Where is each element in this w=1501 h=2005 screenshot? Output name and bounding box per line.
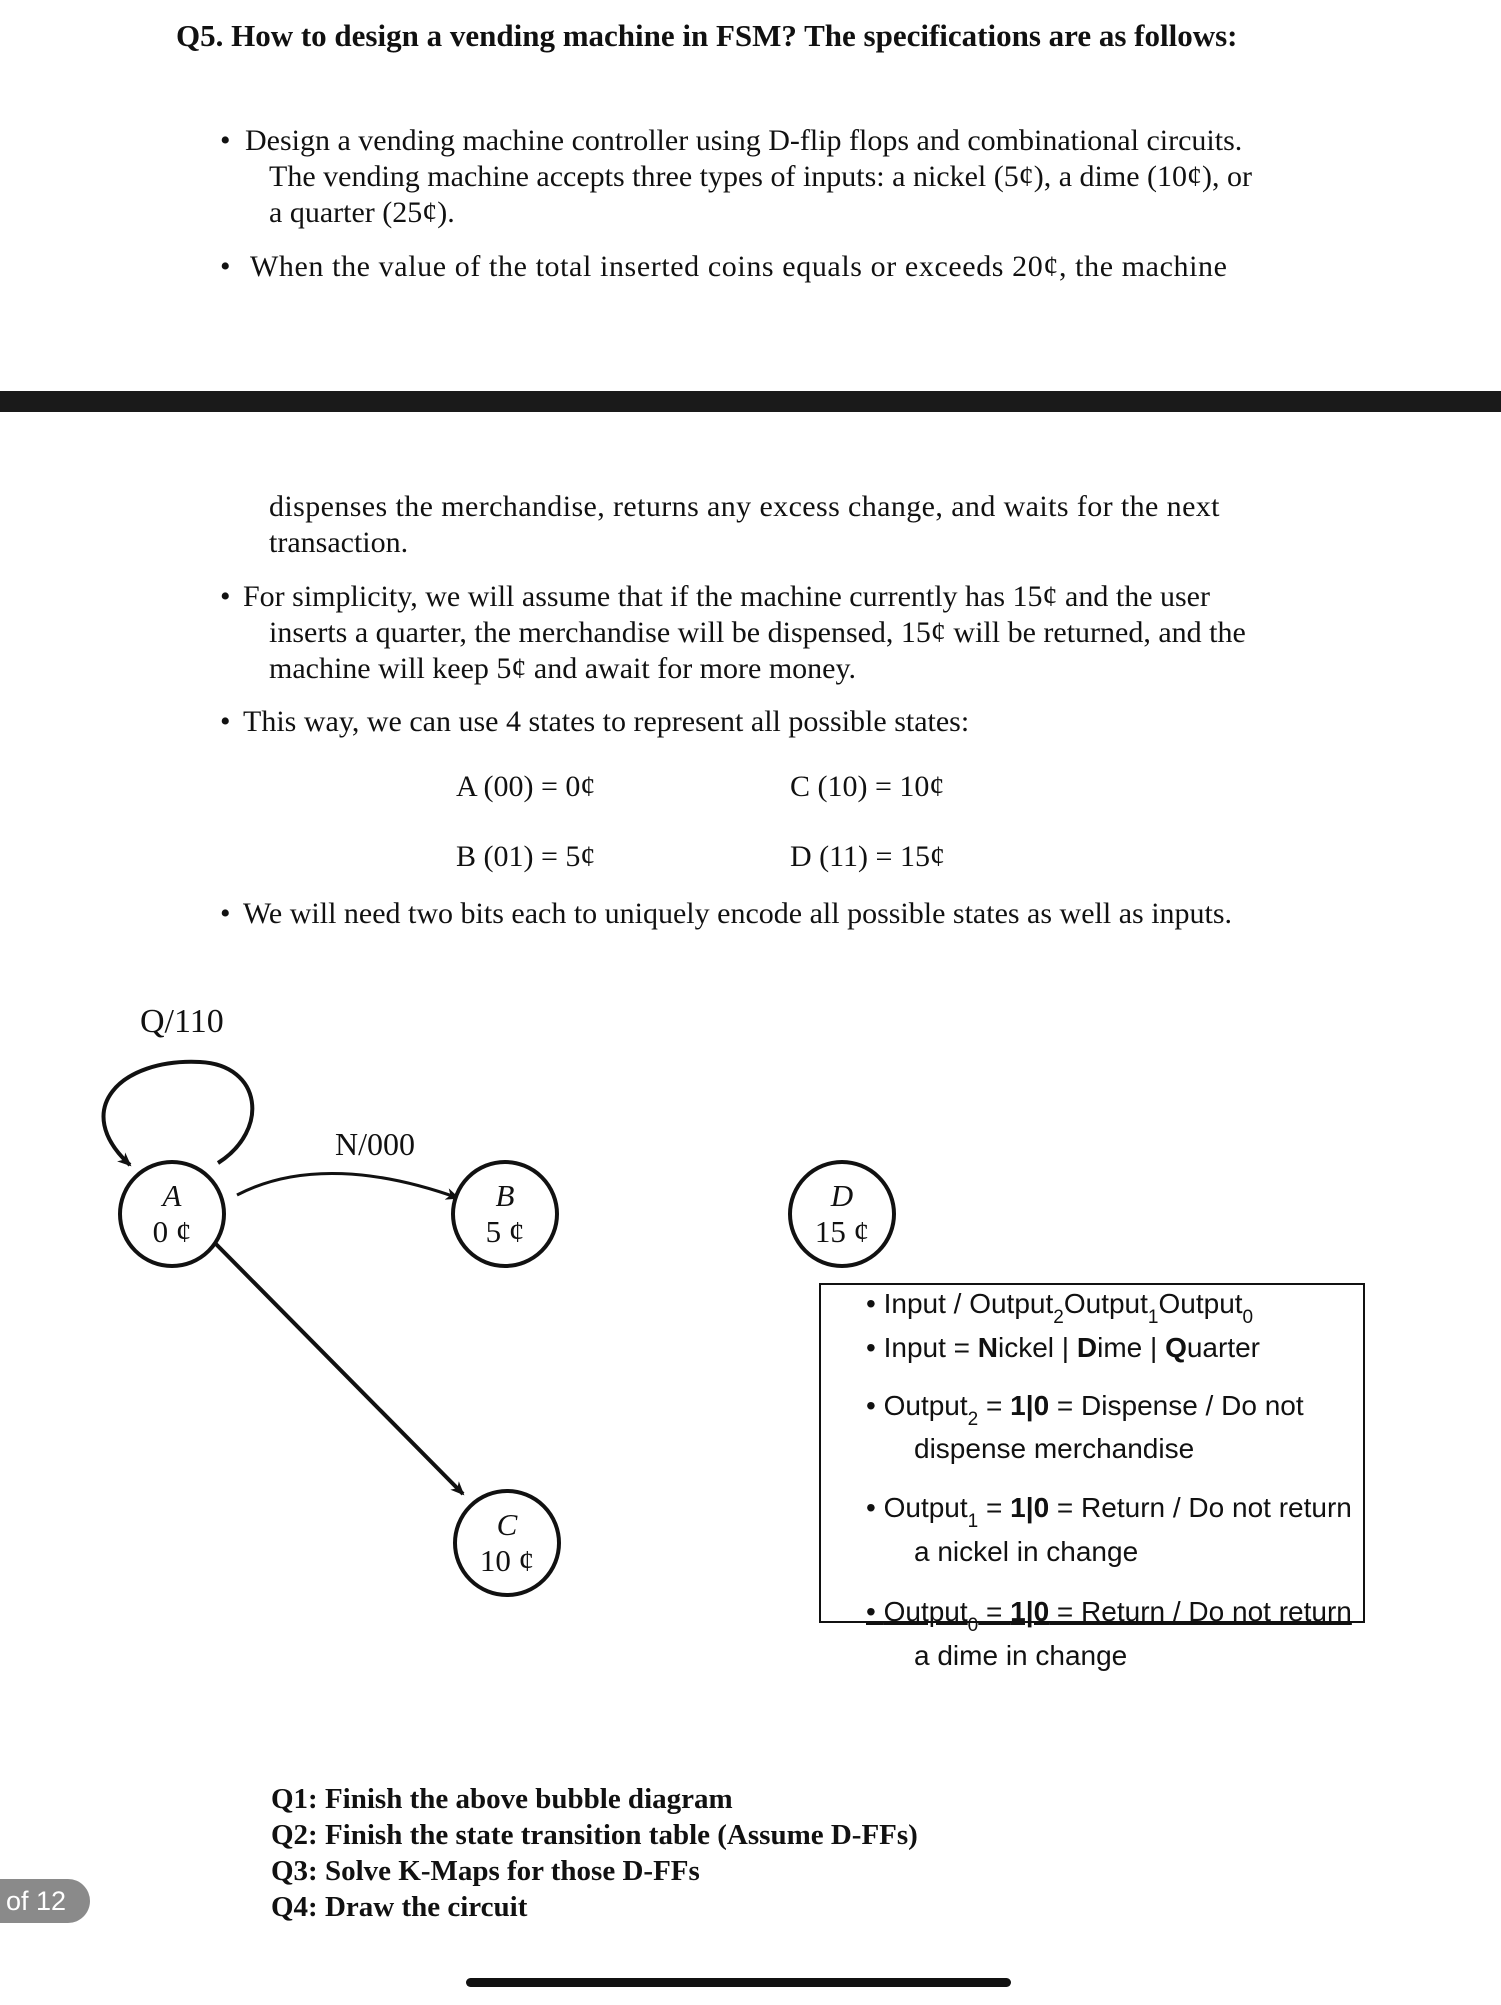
legend-output-2-line-2: dispense merchandise <box>914 1433 1195 1464</box>
self-loop-label: Q/110 <box>140 1003 224 1040</box>
bullet-dot: • <box>220 124 231 157</box>
self-loop-edge-a <box>104 1062 253 1165</box>
legend-output-2: • Output$_2$ = 1|0 = Dispense / Do not <box>866 1390 1304 1430</box>
question-title: Q5. How to design a vending machine in FSM? The specifications are as follows: <box>176 18 1238 53</box>
state-c-encoding: C (10) = 10¢ <box>790 770 945 803</box>
edge-a-to-b <box>237 1173 458 1198</box>
bullet-3-line-1: For simplicity, we will assume that if the machine currently has 15¢ and the user <box>243 580 1210 613</box>
state-a-encoding: A (00) = 0¢ <box>456 770 596 803</box>
bullet-5-line-1: We will need two bits each to uniquely encode all possible states as well as inputs. <box>243 897 1233 930</box>
state-b-encoding: B (01) = 5¢ <box>456 840 596 873</box>
legend-output-0: • Output$_0$ = 1|0 = Return / Do not return <box>866 1596 1352 1636</box>
page-indicator: of 12 <box>0 1879 90 1923</box>
bullet-4-line-1: This way, we can use 4 states to represent all possible states: <box>243 705 970 738</box>
bullet-dot: • <box>220 250 231 283</box>
legend-output-0-line-2: a dime in change <box>914 1640 1128 1671</box>
legend-output-1: • Output$_1$ = 1|0 = Return / Do not return <box>866 1492 1352 1532</box>
node-b-name: B <box>495 1178 515 1213</box>
bullet-2-line-1: When the value of the total inserted coins equals or exceeds 20¢, the machine <box>250 250 1228 283</box>
node-b-value: 5 ¢ <box>485 1214 525 1249</box>
question-2: Q2: Finish the state transition table (Assume D-FFs) <box>271 1819 918 1851</box>
legend-output-1-line-2: a nickel in change <box>914 1536 1139 1567</box>
edge-a-to-c <box>210 1238 463 1494</box>
legend-line-input: • Input = Nickel | Dime | Quarter <box>866 1332 1260 1363</box>
node-d-value: 15 ¢ <box>814 1214 870 1249</box>
bullet-2-line-3: transaction. <box>269 526 409 559</box>
bullet-3-line-3: machine will keep 5¢ and await for more money. <box>269 652 857 685</box>
bullet-3-line-2: inserts a quarter, the merchandise will be dispensed, 15¢ will be returned, and the <box>269 616 1246 649</box>
bullet-dot: • <box>220 580 231 613</box>
question-1: Q1: Finish the above bubble diagram <box>271 1783 733 1815</box>
bullet-dot: • <box>220 705 231 738</box>
bullet-1-line-2: The vending machine accepts three types of inputs: a nickel (5¢), a dime (10¢), or <box>269 160 1252 193</box>
state-d-encoding: D (11) = 15¢ <box>790 840 945 873</box>
bullet-2-line-2: dispenses the merchandise, returns any excess change, and waits for the next <box>269 490 1220 523</box>
bullet-1-line-1: Design a vending machine controller using D-flip flops and combinational circuits. <box>245 124 1243 157</box>
bullet-dot: • <box>220 897 231 930</box>
node-d-name: D <box>830 1178 854 1213</box>
home-indicator-bar[interactable] <box>466 1978 1011 1987</box>
question-3: Q3: Solve K-Maps for those D-FFs <box>271 1855 700 1887</box>
node-a-name: A <box>162 1178 182 1213</box>
question-4: Q4: Draw the circuit <box>271 1891 528 1923</box>
node-c-name: C <box>496 1507 518 1542</box>
node-c-value: 10 ¢ <box>479 1543 535 1578</box>
bullet-1-line-3: a quarter (25¢). <box>269 196 455 229</box>
edge-ab-label: N/000 <box>335 1126 415 1162</box>
legend-line-io: • Input / Output$_2$Output$_1$Output$_0$ <box>866 1288 1254 1328</box>
node-a-value: 0 ¢ <box>152 1214 192 1249</box>
